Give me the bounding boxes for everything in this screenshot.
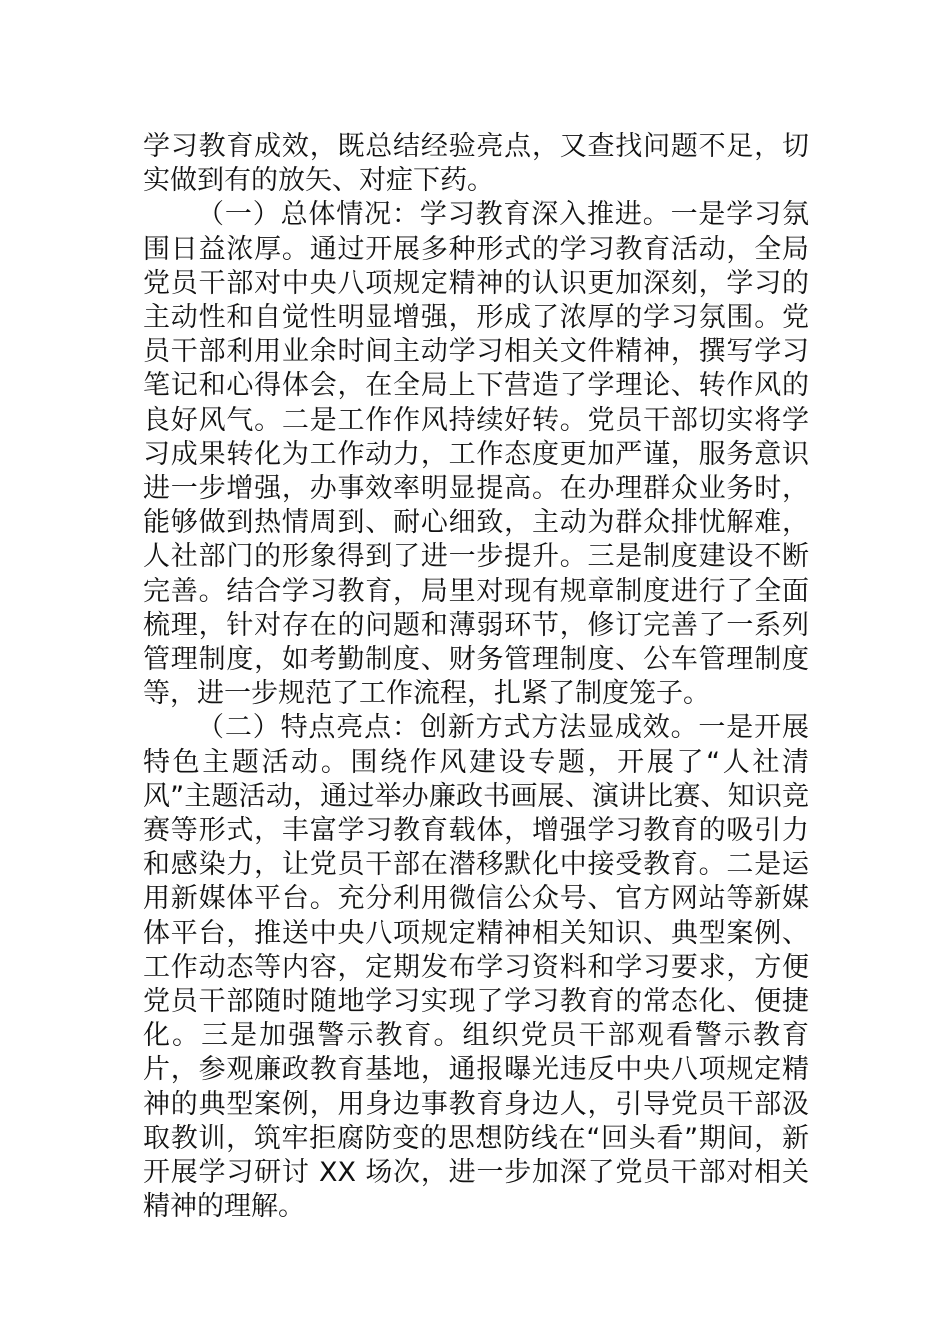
paragraph-continuation: 学习教育成效，既总结经验亮点，又查找问题不足，切实做到有的放矢、对症下药。: [143, 131, 809, 197]
document-body: [143, 130, 809, 1225]
paragraph-overall-situation: （一）总体情况：学习教育深入推进。一是学习氛围日益浓厚。通过开展多种形式的学习教育活动，全局党员干部对中央八项规定精神的认识更加深刻，学习的主动性和自觉性明显增强，形成了浓厚的学习氛围。党员干部利用业余时间主动学习相关文件精神，撰写学习笔记和心得体会，在全局上下营造了学理论、转作风的良好风气。二是工作作风持续好转。党员干部切实将学习成果转化为工作动力，工作态度更加严谨，服务意识进一步增强，办事效率明显提高。在办理群众业务时，能够做到热情周到、耐心细致，主动为群众排忧解难，人社部门的形象得到了进一步提升。三是制度建设不断完善。结合学习教育，局里对现有规章制度进行了全面梳理，针对存在的问题和薄弱环节，修订完善了一系列管理制度，如考勤制度、财务管理制度、公车管理制度等，进一步规范了工作流程，扎紧了制度笼子。: [143, 199, 809, 710]
paragraph-highlights: （二）特点亮点：创新方式方法显成效。一是开展特色主题活动。围绕作风建设专题，开展了“人社清风”主题活动，通过举办廉政书画展、演讲比赛、知识竞赛等形式，丰富学习教育载体，增强学习教育的吸引力和感染力，让党员干部在潜移默化中接受教育。二是运用新媒体平台。充分利用微信公众号、官方网站等新媒体平台，推送中央八项规定精神相关知识、典型案例、工作动态等内容，定期发布学习资料和学习要求，方便党员干部随时随地学习实现了学习教育的常态化、便捷化。三是加强警示教育。组织党员干部观看警示教育片，参观廉政教育基地，通报曝光违反中央八项规定精神的典型案例，用身边事教育身边人，引导党员干部汲取教训，筑牢拒腐防变的思想防线在“回头看”期间，新开展学习研讨 XX 场次，进一步加深了党员干部对相关精神的理解。: [143, 712, 809, 1223]
